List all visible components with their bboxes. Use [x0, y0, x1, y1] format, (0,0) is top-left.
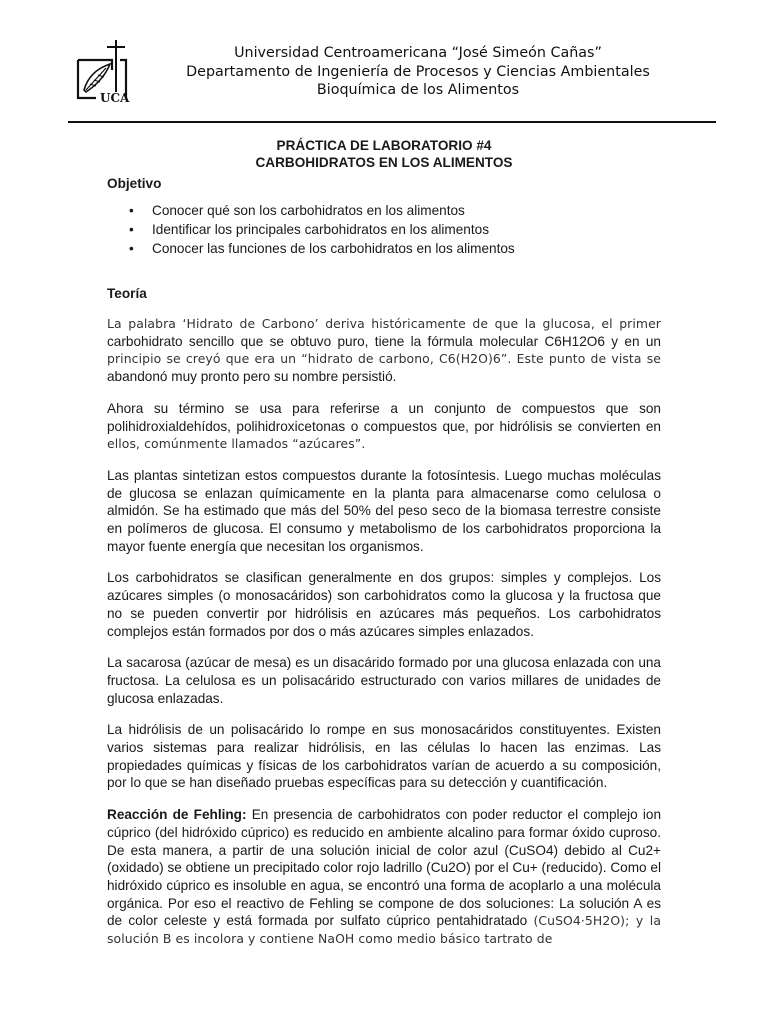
department-name: Departamento de Ingeniería de Procesos y Ciencias Ambientales — [186, 63, 650, 80]
list-item: • Conocer las funciones de los carbohidratos en los alimentos — [129, 241, 515, 256]
logo-text: UCA — [100, 91, 130, 105]
objective-heading: Objetivo — [107, 176, 162, 191]
objectives-list — [107, 201, 661, 258]
title-line-2: CARBOHIDRATOS EN LOS ALIMENTOS — [255, 155, 513, 170]
paragraph-clasificacion: Los carbohidratos se clasifican generalmente en dos grupos: simples y complejos. Los azúcares simples (o monosacáridos) son carbohidratos como la glucosa y la fructosa que no se pueden convertir por hidrólisis en azúcares más pequeños. Los carbohidratos complejos están formados por dos o más azúcares simples enlazados. — [107, 570, 661, 639]
practice-title — [107, 137, 661, 171]
list-item: • Conocer qué son los carbohidratos en los alimentos — [129, 203, 465, 218]
university-name: Universidad Centroamericana “José Simeón Cañas” — [234, 45, 602, 61]
list-item: • Identificar los principales carbohidratos en los alimentos — [129, 222, 489, 237]
paragraph-fotosintesis: Las plantas sintetizan estos compuestos durante la fotosíntesis. Luego muchas moléculas de glucosa se enlazan químicamente en la planta para almacenarse como celulosa o almidón. Se ha estimado que más del 50% del peso seco de la biomasa terrestre consiste en polímeros de glucosa. El consumo y metabolismo de los carbohidratos proporciona la mayor fuente energía que necesitan los organismos. — [107, 467, 661, 554]
bullet-icon: • — [129, 241, 134, 256]
paragraph-hidrato: La palabra ‘Hidrato de Carbono’ deriva históricamente de que la glucosa, el primer carbohidrato sencillo que se obtuvo puro, tiene la fórmula molecular C6H12O6 y en un principio se creyó que era un “hidrato de carbono, C6(H2O)6”. Este punto de vista se abandonó muy pronto pero su nombre persistió. — [107, 316, 661, 385]
institution-block — [120, 44, 716, 100]
paragraph-fehling: Reacción de Fehling: En presencia de carbohidratos con poder reductor el complejo ion cúprico (del hidróxido cúprico) es reducido en ambiente alcalino para formar óxido cuproso. De esta manera, a partir de una solución inicial de color azul (CuSO4) debido al Cu2+ (oxidado) se obtiene un precipitado color rojo ladrillo (Cu2O) por el Cu+ (reducido). Como el hidróxido cúprico es insoluble en agua, se encontró una forma de acoplarlo a una molécula orgánica. Por eso el reactivo de Fehling se compone de dos soluciones: La solución A es de color celeste y está formada por sulfato cúprico pentahidratado (CuSO4·5H2O); y la solución B es incolora y contiene NaOH como medio básico tartrato de — [107, 807, 662, 947]
bullet-icon: • — [129, 203, 134, 218]
theory-heading: Teoría — [107, 286, 147, 301]
title-line-1: PRÁCTICA DE LABORATORIO #4 — [276, 138, 492, 153]
paragraph-termino: Ahora su término se usa para referirse a un conjunto de compuestos que son polihidroxialdehídos, polihidroxicetonas o compuestos que, por hidrólisis se convierten en ellos, comúnmente llamados “azúcares”. — [107, 400, 661, 452]
fehling-label: Reacción de Fehling: — [107, 807, 247, 823]
document-header — [76, 40, 716, 118]
paragraph-sacarosa: La sacarosa (azúcar de mesa) es un disacárido formado por una glucosa enlazada con una fructosa. La celulosa es un polisacárido estructurado con varios millares de unidades de glucosa enlazadas. — [107, 655, 661, 706]
bullet-icon: • — [129, 222, 134, 237]
paragraph-hidrolisis: La hidrólisis de un polisacárido lo rompe en sus monosacáridos constituyentes. Existen varios sistemas para realizar hidrólisis, en las células lo hacen las enzimas. Las propiedades químicas y físicas de los carbohidratos varían de acuerdo a su composición, por lo que se han diseñado pruebas específicas para su detección y cuantificación. — [107, 722, 661, 791]
document-body — [107, 137, 661, 948]
header-divider — [68, 121, 716, 123]
course-name: Bioquímica de los Alimentos — [316, 82, 520, 98]
